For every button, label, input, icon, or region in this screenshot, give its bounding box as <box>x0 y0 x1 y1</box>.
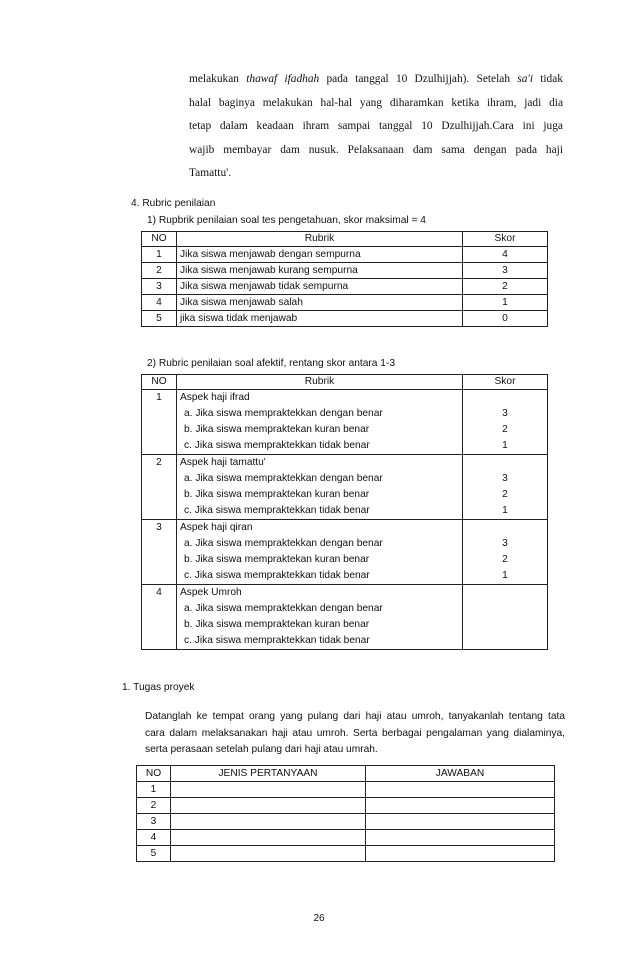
cell-question[interactable] <box>171 782 366 798</box>
score-value <box>466 601 544 617</box>
cell-no: 3 <box>142 279 177 295</box>
score-value: 1 <box>502 505 508 516</box>
column-header-rubrik: Rubrik <box>177 232 463 247</box>
table-row <box>142 311 548 327</box>
aspect-title: Aspek haji tamattu' <box>180 457 266 468</box>
cell-skor <box>463 520 548 585</box>
table-row <box>137 830 555 846</box>
project-line-3: serta perasaan setelah pulang dari haji atau umrah. <box>145 744 378 755</box>
table-row <box>142 263 548 279</box>
cell-rubrik <box>177 585 463 650</box>
rubric-item: c. Jika siswa mempraktekkan tidak benar <box>184 505 370 516</box>
table-row <box>142 390 548 455</box>
project-answer-table <box>136 765 555 862</box>
cell-rubrik: Jika siswa menjawab dengan sempurna <box>177 247 463 263</box>
paragraph-line-5: Tamattu'. <box>189 167 232 180</box>
cell-skor: 3 <box>463 263 548 279</box>
rubric-knowledge-table <box>141 231 548 327</box>
rubric-item: b. Jika siswa mempraktekan kuran benar <box>184 554 370 565</box>
cell-skor: 2 <box>463 279 548 295</box>
cell-no: 1 <box>142 247 177 263</box>
aspect-title: Aspek haji ifrad <box>180 392 250 403</box>
project-instructions <box>145 709 565 759</box>
table-header-row <box>142 375 548 390</box>
cell-answer[interactable] <box>366 830 555 846</box>
score-value: 1 <box>502 570 508 581</box>
cell-no: 4 <box>142 295 177 311</box>
table-row <box>142 247 548 263</box>
cell-rubrik <box>177 455 463 520</box>
table-row <box>142 520 548 585</box>
paragraph-line-1: melakukan thawaf ifadhah pada tanggal 10 Dzulhijjah). Setelah sa'i tidak <box>189 73 563 85</box>
rubric-item: b. Jika siswa mempraktekan kuran benar <box>184 424 370 435</box>
subheading-rubric-knowledge: 1) Rupbrik penilaian soal tes pengetahuan, skor maksimal = 4 <box>147 215 426 226</box>
column-header-no: NO <box>142 232 177 247</box>
rubric-item: c. Jika siswa mempraktekkan tidak benar <box>184 635 370 646</box>
rubric-item: c. Jika siswa mempraktekkan tidak benar <box>184 440 370 451</box>
cell-no: 3 <box>142 520 177 585</box>
rubric-item: a. Jika siswa mempraktekkan dengan benar <box>184 473 383 484</box>
cell-answer[interactable] <box>366 814 555 830</box>
cell-question[interactable] <box>171 814 366 830</box>
table-row <box>142 279 548 295</box>
cell-skor: 1 <box>463 295 548 311</box>
project-line-1: Datanglah ke tempat orang yang pulang dari haji atau umroh, tanyakanlah tentang tata <box>145 711 565 722</box>
column-header-no: NO <box>137 766 171 782</box>
paragraph-line-2: halal baginya melakukan hal-hal yang diharamkan ketika ihram, jadi dia <box>189 96 563 109</box>
table-row <box>137 846 555 862</box>
paragraph-line-4: wajib membayar dam nusuk. Pelaksanaan dam sama dengan pada haji <box>189 143 563 156</box>
paragraph-line-3: tetap dalam keadaan ihram sampai tanggal 10 Dzulhijjah.Cara ini juga <box>189 120 563 133</box>
cell-rubrik: Jika siswa menjawab salah <box>177 295 463 311</box>
cell-rubrik: Jika siswa menjawab tidak sempurna <box>177 279 463 295</box>
section-heading-project: 1. Tugas proyek <box>122 682 195 693</box>
rubric-item: b. Jika siswa mempraktekan kuran benar <box>184 619 370 630</box>
column-header-skor: Skor <box>463 232 548 247</box>
column-header-skor: Skor <box>463 375 548 390</box>
cell-skor: 4 <box>463 247 548 263</box>
page-number: 26 <box>313 913 325 924</box>
score-value: 2 <box>502 489 508 500</box>
column-header-answer: JAWABAN <box>366 766 555 782</box>
cell-question[interactable] <box>171 846 366 862</box>
cell-answer[interactable] <box>366 846 555 862</box>
cell-no: 3 <box>137 814 171 830</box>
cell-question[interactable] <box>171 798 366 814</box>
score-value: 3 <box>502 538 508 549</box>
table-row <box>137 798 555 814</box>
score-value <box>466 617 544 633</box>
cell-no: 5 <box>137 846 171 862</box>
aspect-title: Aspek Umroh <box>180 587 242 598</box>
score-value: 3 <box>502 473 508 484</box>
table-row <box>142 455 548 520</box>
table-header-row <box>137 766 555 782</box>
table-header-row <box>142 232 548 247</box>
column-header-rubrik: Rubrik <box>177 375 463 390</box>
rubric-item: a. Jika siswa mempraktekkan dengan benar <box>184 538 383 549</box>
cell-answer[interactable] <box>366 782 555 798</box>
cell-no: 2 <box>137 798 171 814</box>
rubric-item: a. Jika siswa mempraktekkan dengan benar <box>184 408 383 419</box>
cell-no: 2 <box>142 455 177 520</box>
score-value: 1 <box>502 440 508 451</box>
table-row <box>142 585 548 650</box>
rubric-affective-table <box>141 374 548 650</box>
cell-rubrik <box>177 390 463 455</box>
cell-answer[interactable] <box>366 798 555 814</box>
cell-no: 4 <box>142 585 177 650</box>
cell-skor <box>463 455 548 520</box>
cell-no: 1 <box>137 782 171 798</box>
score-value: 3 <box>502 408 508 419</box>
cell-no: 4 <box>137 830 171 846</box>
subheading-rubric-affective: 2) Rubric penilaian soal afektif, rentang skor antara 1-3 <box>147 358 396 369</box>
column-header-question: JENIS PERTANYAAN <box>171 766 366 782</box>
score-value: 2 <box>502 554 508 565</box>
rubric-item: a. Jika siswa mempraktekkan dengan benar <box>184 603 383 614</box>
cell-no: 2 <box>142 263 177 279</box>
cell-skor <box>463 390 548 455</box>
aspect-title: Aspek haji qiran <box>180 522 253 533</box>
paragraph-block <box>189 68 563 186</box>
rubric-item: c. Jika siswa mempraktekkan tidak benar <box>184 570 370 581</box>
cell-rubrik <box>177 520 463 585</box>
cell-no: 1 <box>142 390 177 455</box>
section-heading-rubric: 4. Rubric penilaian <box>131 198 216 209</box>
project-line-2: cara dalam melaksanakan haji atau umroh. Serta berbagai pengalaman yang dialaminya, <box>145 727 565 739</box>
table-row <box>137 782 555 798</box>
table-row <box>142 295 548 311</box>
column-header-no: NO <box>142 375 177 390</box>
score-value: 2 <box>502 424 508 435</box>
score-value <box>466 633 544 649</box>
cell-skor: 0 <box>463 311 548 327</box>
cell-skor <box>463 585 548 650</box>
table-row <box>137 814 555 830</box>
cell-rubrik: Jika siswa menjawab kurang sempurna <box>177 263 463 279</box>
cell-no: 5 <box>142 311 177 327</box>
rubric-item: b. Jika siswa mempraktekan kuran benar <box>184 489 370 500</box>
cell-rubrik: jika siswa tidak menjawab <box>177 311 463 327</box>
cell-question[interactable] <box>171 830 366 846</box>
